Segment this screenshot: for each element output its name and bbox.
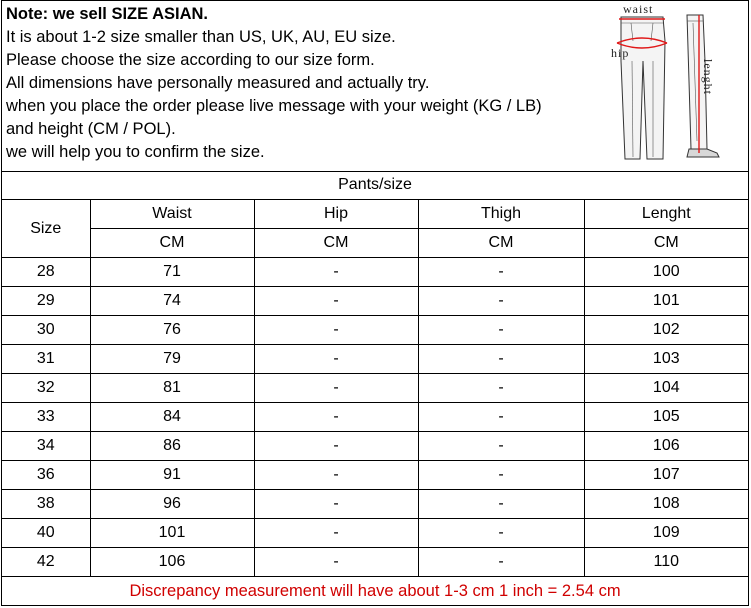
table-title: Pants/size (2, 171, 748, 200)
length-label: lenght (701, 59, 715, 95)
table-row (2, 432, 748, 461)
pants-measurement-illustration (607, 1, 747, 169)
thigh-cell: - (418, 345, 584, 374)
size-cell: 29 (2, 287, 90, 316)
size-header: Size (2, 200, 90, 258)
size-cell: 40 (2, 519, 90, 548)
thigh-cell: - (418, 490, 584, 519)
discrepancy-note: Discrepancy measurement will have about 1-3 cm 1 inch = 2.54 cm (2, 577, 748, 606)
thigh-cell: - (418, 316, 584, 345)
hip-cell: - (254, 403, 418, 432)
size-table (2, 171, 748, 606)
length-cell: 103 (584, 345, 748, 374)
length-cell: 104 (584, 374, 748, 403)
size-note (6, 3, 606, 164)
length-cell: 108 (584, 490, 748, 519)
hip-label: hip (611, 46, 630, 60)
hip-cell: - (254, 461, 418, 490)
thigh-cell: - (418, 287, 584, 316)
size-chart (1, 0, 749, 606)
waist-cell: 81 (90, 374, 254, 403)
hip-cell: - (254, 258, 418, 287)
note-line: Note: we sell SIZE ASIAN. (6, 5, 209, 23)
hip-cell: - (254, 374, 418, 403)
length-cell: 101 (584, 287, 748, 316)
header-section (2, 1, 748, 172)
length-cell: 102 (584, 316, 748, 345)
waist-label: waist (623, 2, 654, 16)
hip-cell: - (254, 490, 418, 519)
size-cell: 33 (2, 403, 90, 432)
column-header-waist: Waist (90, 200, 254, 229)
unit-cell: CM (254, 229, 418, 258)
length-cell: 110 (584, 548, 748, 577)
size-cell: 42 (2, 548, 90, 577)
length-cell: 106 (584, 432, 748, 461)
table-row (2, 287, 748, 316)
size-cell: 31 (2, 345, 90, 374)
hip-cell: - (254, 519, 418, 548)
table-row (2, 374, 748, 403)
hip-cell: - (254, 287, 418, 316)
unit-cell: CM (418, 229, 584, 258)
table-row (2, 519, 748, 548)
waist-cell: 71 (90, 258, 254, 287)
column-header-thigh: Thigh (418, 200, 584, 229)
size-cell: 34 (2, 432, 90, 461)
note-line: All dimensions have personally measured and actually try. (6, 74, 430, 92)
thigh-cell: - (418, 519, 584, 548)
waist-cell: 86 (90, 432, 254, 461)
waist-cell: 74 (90, 287, 254, 316)
thigh-cell: - (418, 258, 584, 287)
table-row (2, 548, 748, 577)
length-cell: 100 (584, 258, 748, 287)
table-row (2, 490, 748, 519)
note-line: and height (CM / POL). (6, 120, 176, 138)
thigh-cell: - (418, 374, 584, 403)
hip-cell: - (254, 548, 418, 577)
size-cell: 28 (2, 258, 90, 287)
waist-cell: 84 (90, 403, 254, 432)
waist-cell: 76 (90, 316, 254, 345)
table-row (2, 258, 748, 287)
column-header-length: Lenght (584, 200, 748, 229)
unit-cell: CM (90, 229, 254, 258)
waist-cell: 106 (90, 548, 254, 577)
waist-cell: 91 (90, 461, 254, 490)
length-cell: 107 (584, 461, 748, 490)
hip-cell: - (254, 316, 418, 345)
table-row (2, 403, 748, 432)
length-cell: 105 (584, 403, 748, 432)
size-cell: 36 (2, 461, 90, 490)
size-cell: 32 (2, 374, 90, 403)
hip-cell: - (254, 345, 418, 374)
thigh-cell: - (418, 432, 584, 461)
note-line: when you place the order please live message with your weight (KG / LB) (6, 97, 542, 115)
note-line: we will help you to confirm the size. (6, 143, 265, 161)
waist-cell: 79 (90, 345, 254, 374)
table-row (2, 461, 748, 490)
thigh-cell: - (418, 548, 584, 577)
unit-cell: CM (584, 229, 748, 258)
size-cell: 30 (2, 316, 90, 345)
hip-cell: - (254, 432, 418, 461)
waist-cell: 96 (90, 490, 254, 519)
column-header-hip: Hip (254, 200, 418, 229)
thigh-cell: - (418, 403, 584, 432)
note-line: It is about 1-2 size smaller than US, UK, AU, EU size. (6, 28, 396, 46)
table-row (2, 316, 748, 345)
thigh-cell: - (418, 461, 584, 490)
note-line: Please choose the size according to our size form. (6, 51, 375, 69)
size-cell: 38 (2, 490, 90, 519)
table-row (2, 345, 748, 374)
waist-cell: 101 (90, 519, 254, 548)
length-cell: 109 (584, 519, 748, 548)
